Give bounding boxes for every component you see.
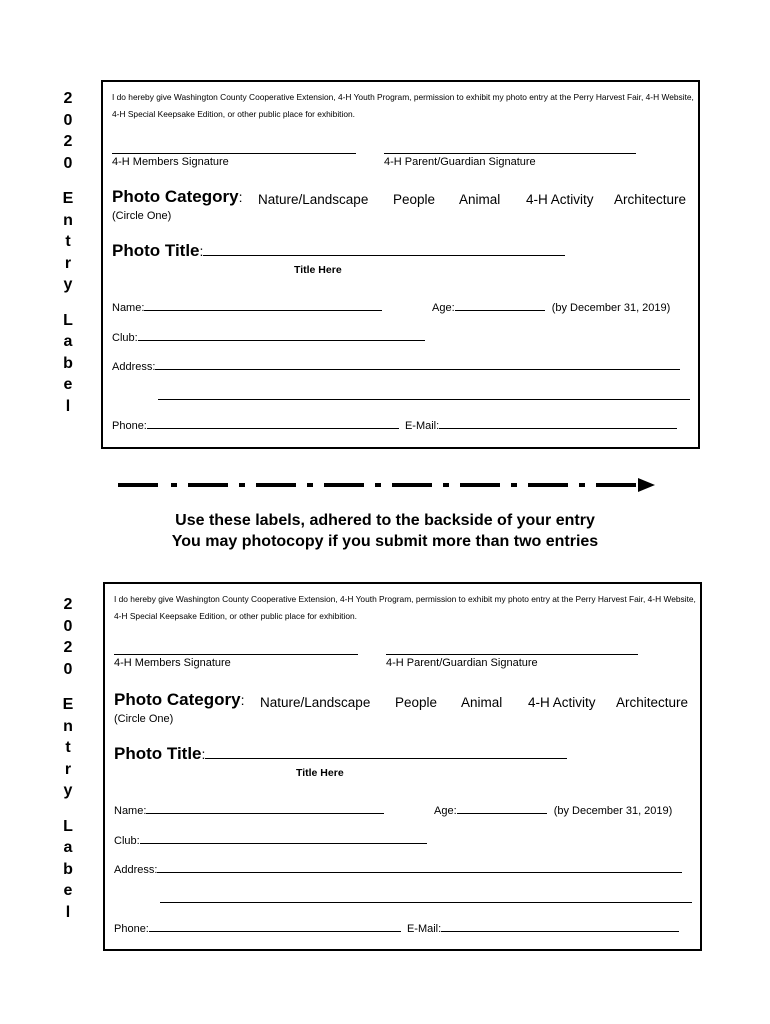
side-char: y [63, 782, 73, 799]
age-field[interactable] [455, 296, 545, 311]
photo-category-colon: : [240, 692, 245, 708]
photo-category-colon: : [238, 189, 243, 205]
side-char: L [63, 311, 73, 329]
photo-title-colon: : [199, 243, 204, 259]
address-field-line2[interactable] [158, 385, 690, 400]
category-option-animal[interactable]: Animal [459, 192, 501, 207]
side-char: r [64, 254, 72, 272]
cut-line-arrow [110, 475, 660, 495]
instruction-line-2: You may photocopy if you submit more than two entries [171, 533, 599, 550]
parent-signature-line[interactable] [386, 654, 638, 655]
category-option-people[interactable]: People [393, 192, 436, 207]
side-label-bottom [58, 594, 78, 923]
photo-category-label: Photo Category [112, 187, 239, 206]
side-char: n [63, 211, 73, 229]
side-char: l [65, 397, 71, 415]
age-note: (by December 31, 2019) [553, 805, 673, 817]
name-label: Name: [112, 302, 145, 314]
member-signature-label: 4-H Members Signature [114, 657, 231, 669]
photo-title-row [114, 744, 567, 764]
category-hint: (Circle One) [112, 210, 172, 222]
address-row [114, 858, 682, 876]
consent-text: I do hereby give Washington County Cooperative Extension, 4-H Youth Program, permission to exhibit my photo entry at the Perry Harvest Fair, 4-H Website, 4-H Special Keepsake Edition, or other public place for exhibition. [114, 594, 696, 621]
phone-email-row [112, 414, 677, 432]
side-char: y [63, 276, 73, 293]
side-char: e [63, 376, 73, 393]
consent-text: I do hereby give Washington County Cooperative Extension, 4-H Youth Program, permission to exhibit my photo entry at the Perry Harvest Fair, 4-H Website, 4-H Special Keepsake Edition, or other public place for exhibition. [112, 92, 694, 119]
club-row [114, 829, 427, 847]
side-char: b [63, 860, 73, 878]
age-note: (by December 31, 2019) [551, 302, 671, 314]
phone-label: Phone: [112, 420, 147, 432]
category-option-nature[interactable]: Nature/Landscape [260, 695, 371, 710]
parent-signature-line[interactable] [384, 153, 636, 154]
side-gap [58, 680, 78, 694]
photo-title-label: Photo Title [112, 241, 200, 260]
address-field[interactable] [157, 858, 682, 873]
name-label: Name: [114, 805, 147, 817]
category-option-people[interactable]: People [395, 695, 438, 710]
side-char: 2 [63, 133, 73, 150]
photo-title-colon: : [201, 746, 206, 762]
photo-category-label: Photo Category [114, 690, 241, 709]
title-hint: Title Here [294, 264, 342, 276]
side-char: e [63, 882, 73, 899]
age-row [434, 799, 672, 817]
category-option-architecture[interactable]: Architecture [614, 192, 687, 207]
side-char: t [65, 233, 71, 250]
phone-field[interactable] [149, 917, 401, 932]
side-char: 0 [63, 111, 73, 129]
side-gap [58, 296, 78, 310]
address-label: Address: [112, 361, 156, 373]
member-signature-label: 4-H Members Signature [112, 156, 229, 168]
side-char: t [65, 739, 71, 756]
name-field[interactable] [144, 296, 382, 311]
entry-label-card-bottom [103, 582, 702, 951]
side-char: r [64, 760, 72, 778]
address-field[interactable] [155, 355, 680, 370]
address-label: Address: [114, 864, 158, 876]
address-row [112, 355, 680, 373]
category-option-animal[interactable]: Animal [461, 695, 503, 710]
side-label-top [58, 88, 78, 417]
photo-title-label: Photo Title [114, 744, 202, 763]
email-label: E-Mail: [406, 923, 442, 935]
category-option-4h-activity[interactable]: 4-H Activity [528, 695, 596, 710]
side-char: a [63, 333, 73, 350]
side-gap [58, 174, 78, 188]
name-field[interactable] [146, 799, 384, 814]
photo-title-row [112, 241, 565, 261]
side-char: 0 [63, 154, 73, 172]
phone-field[interactable] [147, 414, 399, 429]
instruction-line-1: Use these labels, adhered to the backside of your entry [175, 512, 595, 529]
email-field[interactable] [441, 917, 679, 932]
side-char: 0 [63, 660, 73, 678]
side-char: a [63, 839, 73, 856]
side-char: n [63, 717, 73, 735]
side-char: 0 [63, 617, 73, 635]
club-field[interactable] [140, 829, 427, 844]
name-row [112, 296, 382, 314]
member-signature-line[interactable] [112, 153, 356, 154]
email-field[interactable] [439, 414, 677, 429]
parent-signature-label: 4-H Parent/Guardian Signature [384, 156, 536, 168]
club-field[interactable] [138, 326, 425, 341]
side-char: l [65, 903, 71, 921]
side-char: E [62, 696, 74, 713]
club-row [112, 326, 425, 344]
phone-label: Phone: [114, 923, 149, 935]
member-signature-line[interactable] [114, 654, 358, 655]
name-row [114, 799, 384, 817]
age-label: Age: [434, 805, 457, 817]
entry-label-card-top [101, 80, 700, 449]
category-option-4h-activity[interactable]: 4-H Activity [526, 192, 594, 207]
age-row [432, 296, 670, 314]
category-option-architecture[interactable]: Architecture [616, 695, 689, 710]
category-hint: (Circle One) [114, 713, 174, 725]
side-gap [58, 802, 78, 816]
side-char: 2 [63, 596, 73, 613]
category-option-nature[interactable]: Nature/Landscape [258, 192, 369, 207]
club-label: Club: [114, 835, 140, 847]
arrowhead-icon [638, 478, 655, 492]
address-field-line2[interactable] [160, 888, 692, 903]
side-char: 2 [63, 639, 73, 656]
photo-title-field[interactable] [203, 241, 565, 256]
title-hint: Title Here [296, 767, 344, 779]
age-field[interactable] [457, 799, 547, 814]
side-char: 2 [63, 90, 73, 107]
phone-email-row [114, 917, 679, 935]
club-label: Club: [112, 332, 138, 344]
side-char: L [63, 817, 73, 835]
photo-title-field[interactable] [205, 744, 567, 759]
photo-category-heading [112, 187, 242, 207]
email-label: E-Mail: [404, 420, 440, 432]
photo-category-heading [114, 690, 244, 710]
parent-signature-label: 4-H Parent/Guardian Signature [386, 657, 538, 669]
side-char: E [62, 190, 74, 207]
age-label: Age: [432, 302, 455, 314]
side-char: b [63, 354, 73, 372]
